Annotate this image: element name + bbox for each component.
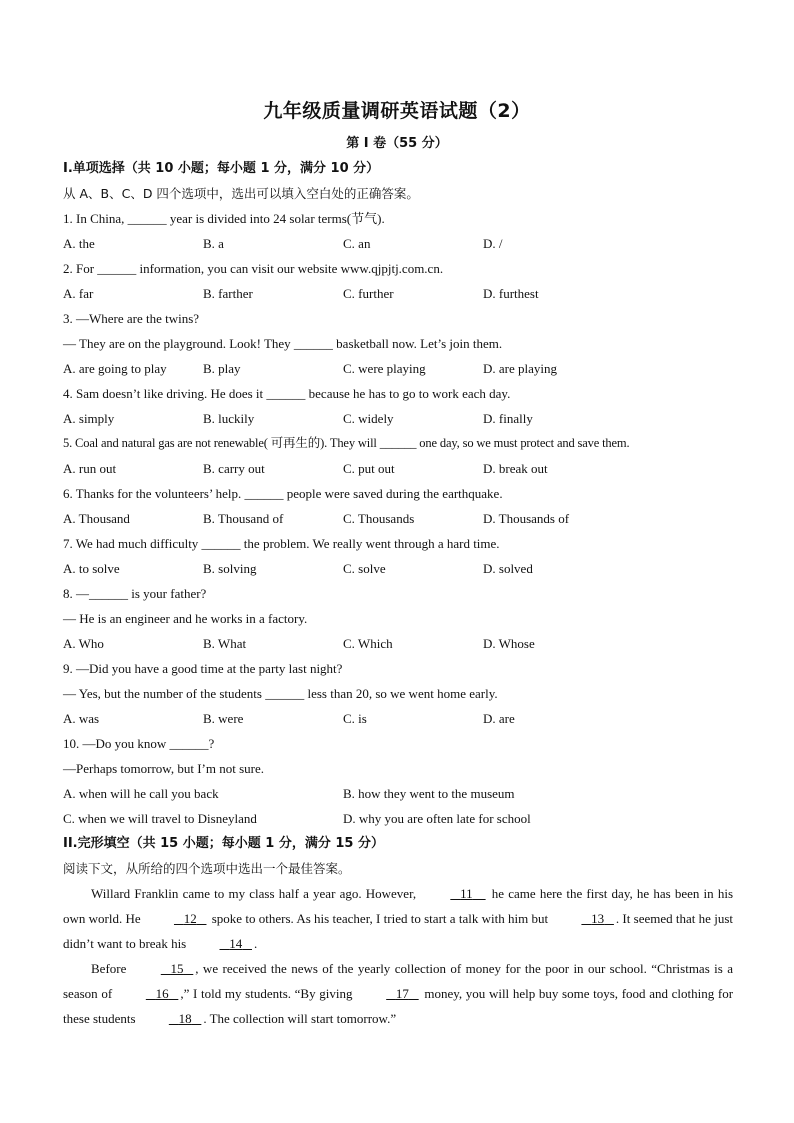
blank-number: 15 <box>170 961 184 976</box>
blank-11 <box>420 881 487 906</box>
options-row <box>63 631 733 656</box>
question-7 <box>63 531 733 581</box>
question-5 <box>63 431 733 481</box>
question-text: 7. We had much difficulty ______ the problem. We really went through a hard time. <box>63 536 500 551</box>
options-row <box>63 356 733 381</box>
section-heading: I.单项选择（共 10 小题；每小题 1 分，满分 10 分） <box>63 161 380 176</box>
question-response: —Perhaps tomorrow, but I’m not sure. <box>63 761 264 776</box>
page-title: 九年级质量调研英语试题（2） <box>263 100 531 122</box>
option-c: C. put out <box>343 461 395 476</box>
question-text: 4. Sam doesn’t like driving. He does it ______ because he has to go to work each day. <box>63 386 511 401</box>
option-d: D. why you are often late for school <box>343 811 531 826</box>
option-d: D. / <box>483 236 503 251</box>
blank-14 <box>190 931 258 956</box>
blank-number: 11 <box>460 886 473 901</box>
question-text: 8. —______ is your father? <box>63 586 207 601</box>
options-row <box>63 456 733 481</box>
options-row <box>63 506 733 531</box>
option-a: A. was <box>63 711 100 726</box>
question-text: 6. Thanks for the volunteers’ help. ______ people were saved during the earthquake. <box>63 486 503 501</box>
option-d: D. Thousands of <box>483 511 570 526</box>
question-2 <box>63 256 733 306</box>
options-row <box>63 806 733 831</box>
blank-12 <box>144 906 209 931</box>
option-c: C. when we will travel to Disneyland <box>63 811 257 826</box>
option-a: A. Who <box>63 636 104 651</box>
passage-text: ,” I told my students. “By giving <box>180 986 353 1001</box>
question-text: 1. In China, ______ year is divided into 24 solar terms(节气). <box>63 211 385 226</box>
question-6 <box>63 481 733 531</box>
section-instruction: 从 A、B、C、D 四个选项中，选出可以填入空白处的正确答案。 <box>63 186 419 201</box>
blank-number: 18 <box>178 1011 192 1026</box>
option-b: B. play <box>203 361 241 376</box>
option-c: C. solve <box>343 561 386 576</box>
option-b: B. luckily <box>203 411 255 426</box>
blank-16 <box>116 981 181 1006</box>
passage-text: . It seemed that he just didn’t want to break his <box>63 911 734 951</box>
passage-text: , we received the news of the yearly collection of money for the poor in our school. “Christmas is a season of <box>63 961 734 1001</box>
blank-number: 16 <box>155 986 169 1001</box>
question-8 <box>63 581 733 656</box>
option-c: C. were playing <box>343 361 426 376</box>
option-d: D. solved <box>483 561 533 576</box>
exam-content <box>63 156 733 1031</box>
option-b: B. a <box>203 236 224 251</box>
passage-text: he came here the first day, he has been in his own world. He <box>63 886 734 926</box>
question-4 <box>63 381 733 431</box>
option-a: A. run out <box>63 461 117 476</box>
option-d: D. furthest <box>483 286 539 301</box>
paper-section-label: 第 I 卷（55 分） <box>346 136 448 151</box>
option-c: C. further <box>343 286 394 301</box>
blank-number: 17 <box>395 986 409 1001</box>
option-d: D. finally <box>483 411 533 426</box>
question-text: 2. For ______ information, you can visit our website www.qjpjtj.com.cn. <box>63 261 444 276</box>
blank-13 <box>551 906 616 931</box>
blank-15 <box>131 956 196 981</box>
option-b: B. carry out <box>203 461 265 476</box>
option-a: A. far <box>63 286 94 301</box>
question-1 <box>63 206 733 256</box>
options-row <box>63 281 733 306</box>
option-d: D. are playing <box>483 361 558 376</box>
passage-text: spoke to others. As his teacher, I tried to start a talk with him but <box>211 911 549 926</box>
options-row <box>63 781 733 806</box>
option-c: C. an <box>343 236 371 251</box>
question-text: 10. —Do you know ______? <box>63 736 215 751</box>
blank-18 <box>139 1006 204 1031</box>
option-d: D. Whose <box>483 636 535 651</box>
passage-text: . The collection will start tomorrow.” <box>203 1011 397 1026</box>
option-a: A. to solve <box>63 561 120 576</box>
options-row <box>63 556 733 581</box>
question-3 <box>63 306 733 381</box>
option-b: B. were <box>203 711 244 726</box>
passage-text: Willard Franklin came to my class half a year ago. However, <box>91 886 417 901</box>
passage-text: Before <box>91 961 127 976</box>
section-instruction: 阅读下文，从所给的四个选项中选出一个最佳答案。 <box>63 861 351 876</box>
question-text: 5. Coal and natural gas are not renewable( 可再生的). They will ______ one day, so we must protect and save them. <box>63 436 630 450</box>
option-a: A. the <box>63 236 95 251</box>
option-d: D. break out <box>483 461 548 476</box>
passage-paragraph <box>63 956 733 1031</box>
question-response: — He is an engineer and he works in a factory. <box>63 611 308 626</box>
blank-number: 13 <box>591 911 605 926</box>
blank-number: 14 <box>229 936 243 951</box>
option-b: B. solving <box>203 561 257 576</box>
option-c: C. widely <box>343 411 394 426</box>
question-9 <box>63 656 733 731</box>
option-b: B. What <box>203 636 247 651</box>
option-d: D. are <box>483 711 515 726</box>
option-b: B. farther <box>203 286 253 301</box>
options-row <box>63 706 733 731</box>
option-c: C. Which <box>343 636 393 651</box>
option-c: C. is <box>343 711 367 726</box>
question-text: 3. —Where are the twins? <box>63 311 200 326</box>
option-a: A. simply <box>63 411 115 426</box>
options-row <box>63 406 733 431</box>
question-response: — Yes, but the number of the students ______ less than 20, so we went home early. <box>63 686 498 701</box>
question-10 <box>63 731 733 831</box>
passage-text: money, you will help buy some toys, food and clothing for these students <box>63 986 734 1026</box>
option-b: B. Thousand of <box>203 511 284 526</box>
blank-17 <box>356 981 421 1006</box>
option-a: A. Thousand <box>63 511 130 526</box>
option-a: A. are going to play <box>63 361 167 376</box>
section-heading: II.完形填空（共 15 小题；每小题 1 分，满分 15 分） <box>63 836 384 851</box>
question-response: — They are on the playground. Look! They ______ basketball now. Let’s join them. <box>63 336 503 351</box>
option-c: C. Thousands <box>343 511 415 526</box>
passage-paragraph <box>63 881 733 956</box>
options-row <box>63 231 733 256</box>
blank-number: 12 <box>183 911 197 926</box>
option-b: B. how they went to the museum <box>343 786 515 801</box>
question-text: 9. —Did you have a good time at the party last night? <box>63 661 343 676</box>
option-a: A. when will he call you back <box>63 786 219 801</box>
passage-text: . <box>254 936 258 951</box>
